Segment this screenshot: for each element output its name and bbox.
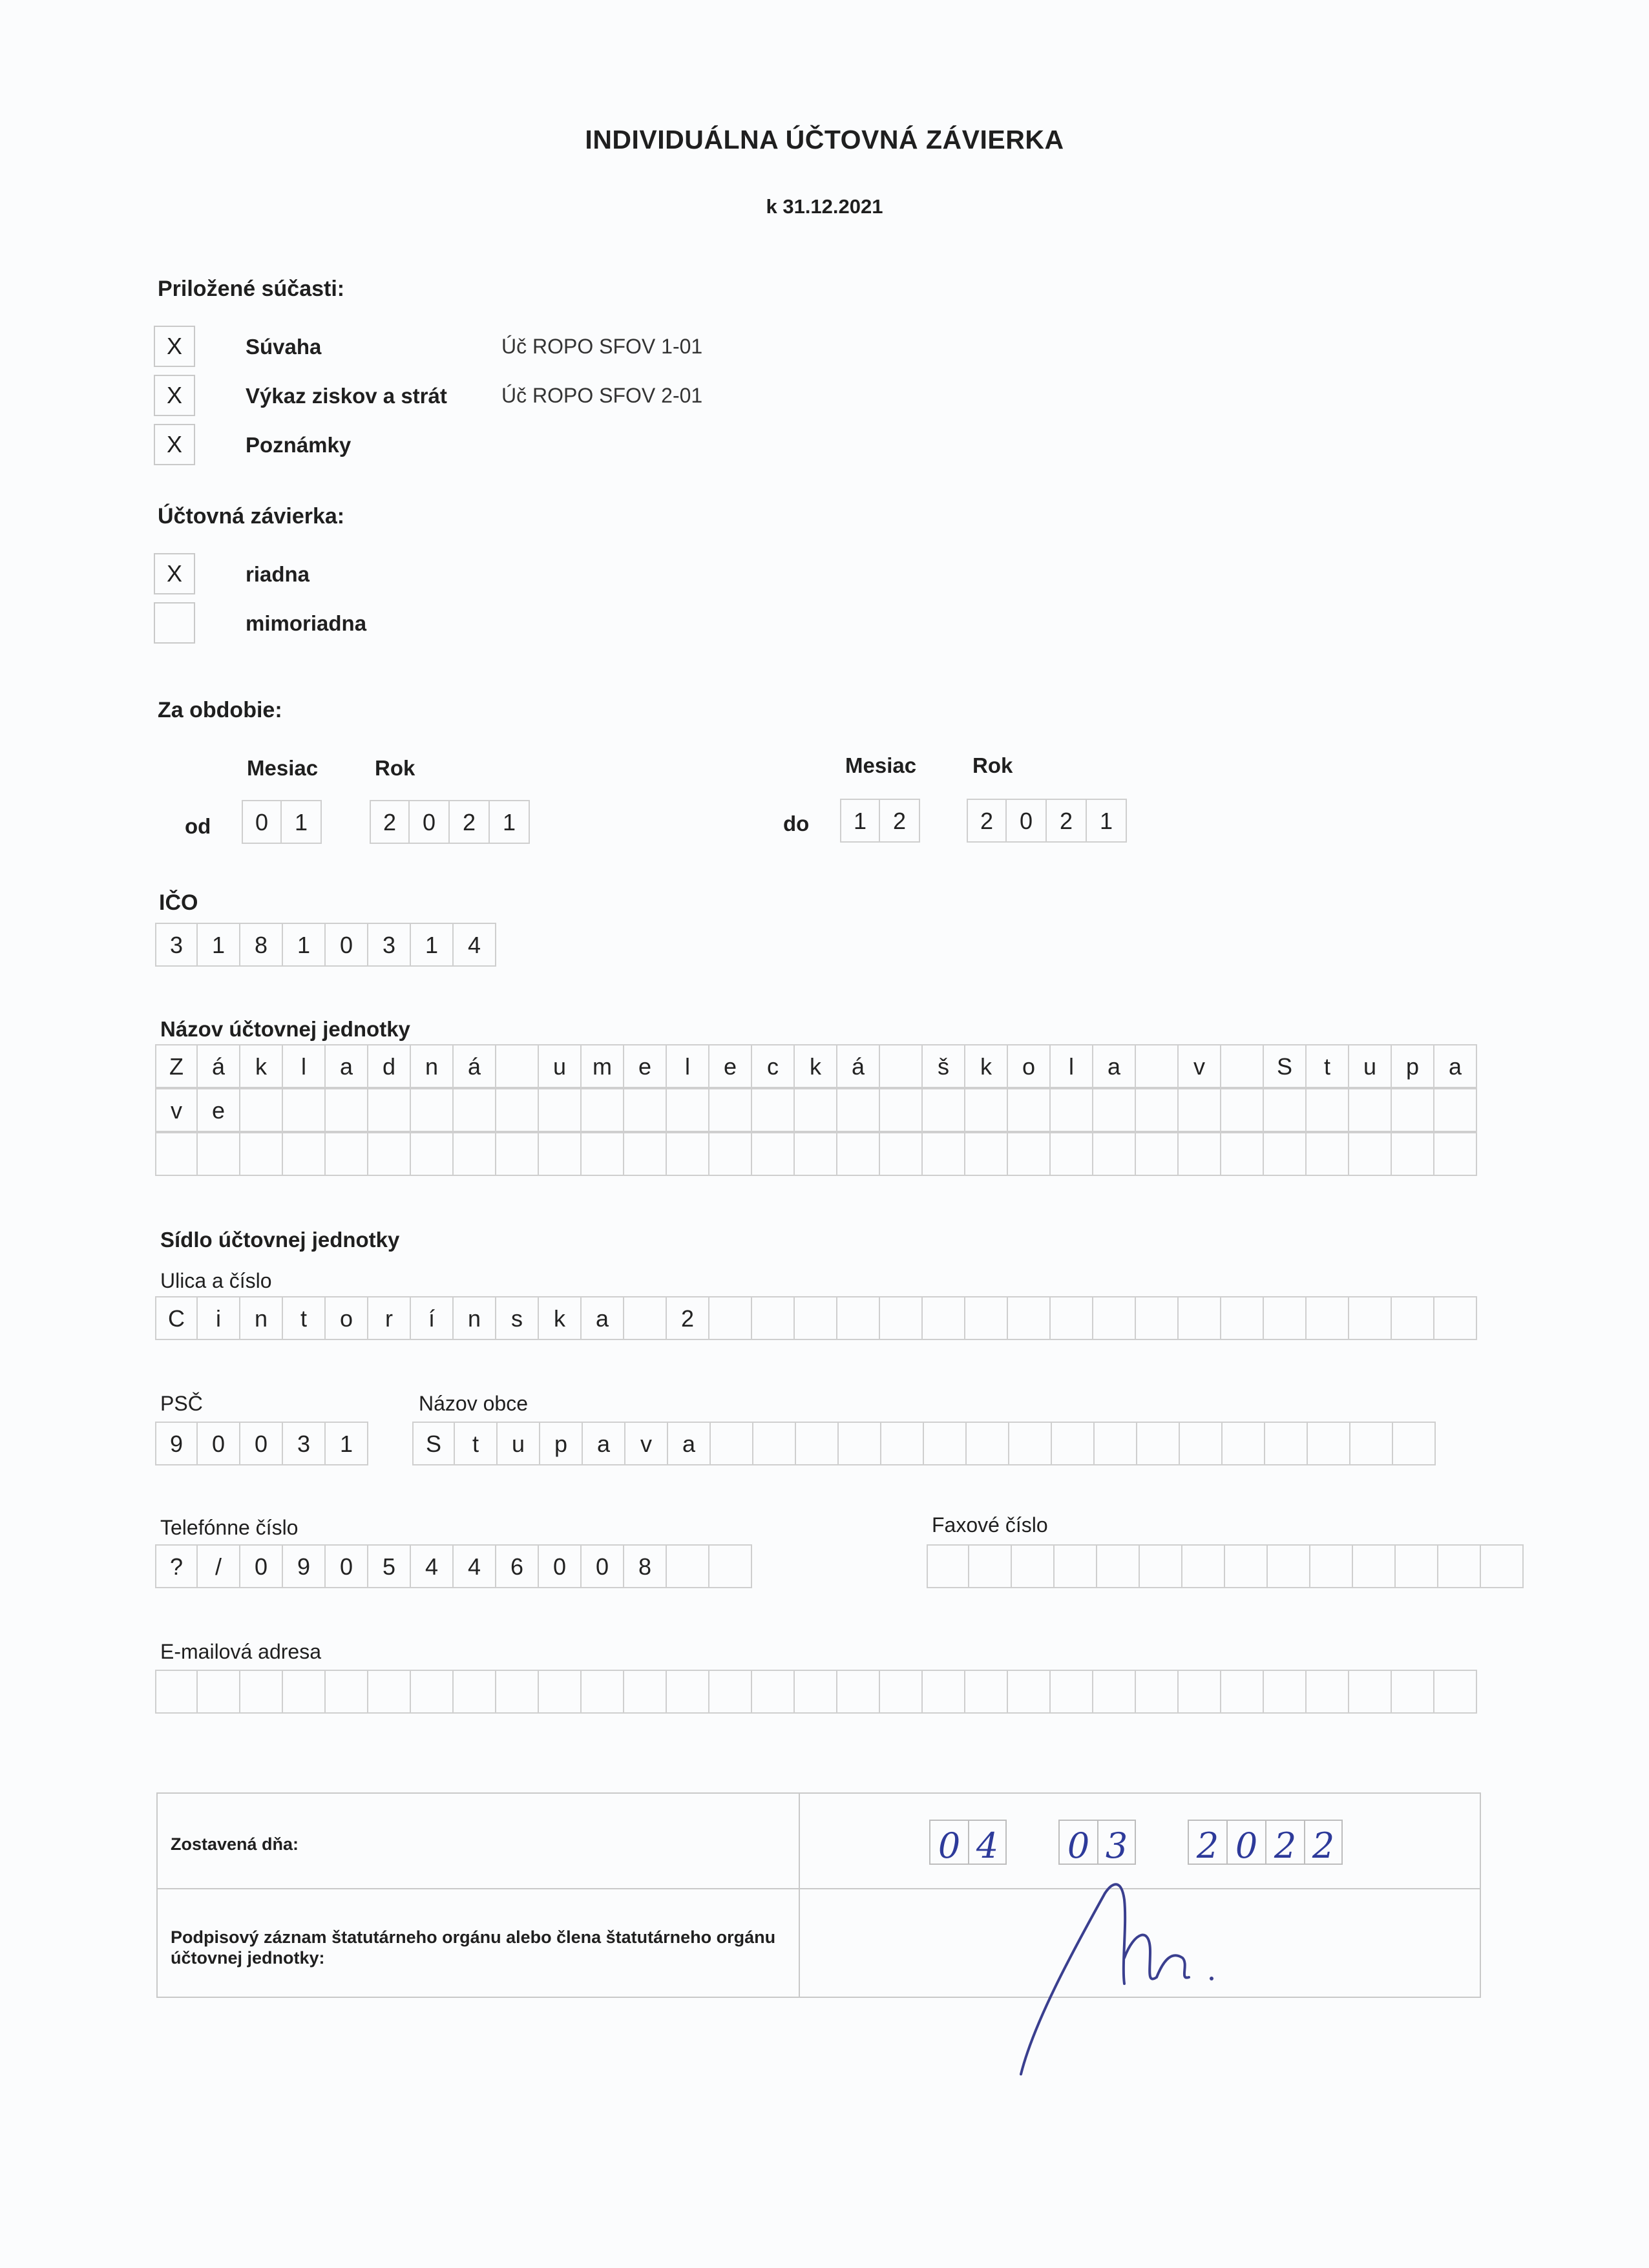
- char-cell: c: [752, 1044, 795, 1088]
- char-cell: [1136, 1132, 1179, 1176]
- compiled-month-field[interactable]: [1058, 1820, 1136, 1865]
- char-cell: [1221, 1044, 1264, 1088]
- char-cell: [752, 1670, 795, 1714]
- to-label: do: [783, 812, 810, 835]
- char-cell: [1438, 1544, 1481, 1588]
- char-cell: 0: [410, 800, 450, 844]
- char-cell: [1051, 1132, 1093, 1176]
- char-cell: [709, 1132, 752, 1176]
- char-cell: [1349, 1670, 1392, 1714]
- char-cell: 1: [283, 923, 326, 967]
- char-cell: [496, 1044, 539, 1088]
- char-cell: 0: [240, 1422, 283, 1465]
- char-cell: [1264, 1132, 1307, 1176]
- char-cell: o: [326, 1296, 368, 1340]
- char-cell: 8: [624, 1544, 667, 1588]
- char-cell: l: [1051, 1044, 1093, 1088]
- compiled-day-field[interactable]: [929, 1820, 1007, 1865]
- char-cell: [837, 1088, 880, 1132]
- char-cell: [795, 1670, 837, 1714]
- char-cell: k: [795, 1044, 837, 1088]
- char-cell: [753, 1422, 796, 1465]
- char-cell: 0: [582, 1544, 624, 1588]
- char-cell: 1: [326, 1422, 368, 1465]
- psc-label: PSČ: [160, 1392, 203, 1415]
- char-cell: k: [240, 1044, 283, 1088]
- char-cell: a: [583, 1422, 625, 1465]
- char-cell: [709, 1544, 752, 1588]
- char-cell: 3: [155, 923, 198, 967]
- char-cell: [368, 1670, 411, 1714]
- char-cell: [1225, 1544, 1268, 1588]
- char-cell: p: [540, 1422, 583, 1465]
- sign-label: Podpisový záznam štatutárneho orgánu alebo člena štatutárneho orgánu účtovnej jednotky:: [171, 1927, 776, 1968]
- char-cell: [1095, 1422, 1137, 1465]
- char-cell: [965, 1296, 1008, 1340]
- from-year-label: Rok: [375, 756, 415, 780]
- char-cell: S: [412, 1422, 455, 1465]
- char-cell: 0: [326, 923, 368, 967]
- checkbox-mimoriadna[interactable]: [154, 602, 195, 644]
- char-cell: 0: [240, 1544, 283, 1588]
- char-cell: [624, 1088, 667, 1132]
- char-cell: [1434, 1296, 1477, 1340]
- char-cell: š: [923, 1044, 965, 1088]
- char-cell: [1392, 1670, 1434, 1714]
- char-cell: [709, 1088, 752, 1132]
- char-cell: 0: [242, 800, 282, 844]
- period-heading: Za obdobie:: [158, 698, 282, 722]
- char-cell: [1179, 1088, 1221, 1132]
- label-vykaz: Výkaz ziskov a strát: [246, 384, 447, 408]
- label-mimoriadna: mimoriadna: [246, 611, 367, 635]
- char-cell: [1009, 1422, 1052, 1465]
- psc-field[interactable]: [155, 1422, 368, 1465]
- char-cell: [1353, 1544, 1396, 1588]
- char-cell: [454, 1132, 496, 1176]
- char-cell: [1307, 1296, 1349, 1340]
- char-cell: [1221, 1670, 1264, 1714]
- char-cell: [1179, 1132, 1221, 1176]
- char-cell: 1: [411, 923, 454, 967]
- fax-field[interactable]: [927, 1544, 1524, 1588]
- char-cell: [1221, 1132, 1264, 1176]
- char-cell: [1264, 1670, 1307, 1714]
- char-cell: n: [411, 1044, 454, 1088]
- char-cell: a: [582, 1296, 624, 1340]
- handwritten-digit: 2: [1188, 1820, 1226, 1865]
- char-cell: [1307, 1088, 1349, 1132]
- char-cell: [1434, 1132, 1477, 1176]
- char-cell: [1055, 1544, 1097, 1588]
- char-cell: [582, 1088, 624, 1132]
- char-cell: á: [837, 1044, 880, 1088]
- street-label: Ulica a číslo: [160, 1269, 272, 1292]
- char-cell: 0: [326, 1544, 368, 1588]
- char-cell: [155, 1670, 198, 1714]
- char-cell: [1268, 1544, 1310, 1588]
- char-cell: d: [368, 1044, 411, 1088]
- char-cell: [1051, 1296, 1093, 1340]
- char-cell: v: [1179, 1044, 1221, 1088]
- checkbox-vykaz[interactable]: X: [154, 375, 195, 416]
- char-cell: 2: [450, 800, 490, 844]
- char-cell: [1307, 1132, 1349, 1176]
- char-cell: o: [1008, 1044, 1051, 1088]
- code-suvaha: Úč ROPO SFOV 1-01: [501, 335, 703, 358]
- char-cell: n: [240, 1296, 283, 1340]
- char-cell: k: [965, 1044, 1008, 1088]
- char-cell: [454, 1088, 496, 1132]
- char-cell: [1350, 1422, 1393, 1465]
- handwritten-digit: 0: [929, 1820, 968, 1865]
- char-cell: 0: [198, 1422, 240, 1465]
- compiled-year-field[interactable]: [1188, 1820, 1343, 1865]
- char-cell: [1481, 1544, 1524, 1588]
- checkbox-poznamky[interactable]: X: [154, 424, 195, 465]
- char-cell: [1223, 1422, 1265, 1465]
- char-cell: [326, 1132, 368, 1176]
- char-cell: [1434, 1088, 1477, 1132]
- char-cell: e: [198, 1088, 240, 1132]
- char-cell: [283, 1132, 326, 1176]
- char-cell: [1012, 1544, 1055, 1588]
- char-cell: [965, 1132, 1008, 1176]
- attached-heading: Priložené súčasti:: [158, 277, 345, 301]
- char-cell: [326, 1088, 368, 1132]
- char-cell: p: [1392, 1044, 1434, 1088]
- char-cell: [1051, 1088, 1093, 1132]
- char-cell: e: [624, 1044, 667, 1088]
- char-cell: a: [326, 1044, 368, 1088]
- char-cell: t: [283, 1296, 326, 1340]
- char-cell: i: [198, 1296, 240, 1340]
- char-cell: [711, 1422, 753, 1465]
- handwritten-digit: 4: [968, 1820, 1007, 1865]
- char-cell: [1180, 1422, 1223, 1465]
- char-cell: [1392, 1088, 1434, 1132]
- char-cell: [880, 1044, 923, 1088]
- city-label: Názov obce: [419, 1392, 528, 1415]
- document-title: INDIVIDUÁLNA ÚČTOVNÁ ZÁVIERKA: [585, 125, 1064, 154]
- phone-label: Telefónne číslo: [160, 1516, 299, 1539]
- char-cell: [1097, 1544, 1140, 1588]
- char-cell: [923, 1296, 965, 1340]
- char-cell: [240, 1670, 283, 1714]
- handwritten-digit: 0: [1058, 1820, 1097, 1865]
- char-cell: [1008, 1088, 1051, 1132]
- handwritten-signature: [995, 1861, 1292, 2081]
- char-cell: [496, 1132, 539, 1176]
- char-cell: s: [496, 1296, 539, 1340]
- compiled-label: Zostavená dňa:: [171, 1834, 299, 1854]
- handwritten-digit: 2: [1304, 1820, 1343, 1865]
- phone-field[interactable]: [155, 1544, 752, 1588]
- char-cell: [368, 1088, 411, 1132]
- char-cell: [837, 1296, 880, 1340]
- char-cell: [1264, 1296, 1307, 1340]
- char-cell: [1392, 1132, 1434, 1176]
- char-cell: á: [454, 1044, 496, 1088]
- char-cell: u: [498, 1422, 540, 1465]
- char-cell: a: [1093, 1044, 1136, 1088]
- char-cell: [923, 1670, 965, 1714]
- char-cell: C: [155, 1296, 198, 1340]
- char-cell: [837, 1132, 880, 1176]
- email-label: E-mailová adresa: [160, 1640, 321, 1663]
- char-cell: [667, 1132, 709, 1176]
- char-cell: [752, 1132, 795, 1176]
- entity-name-row: [155, 1132, 1477, 1176]
- char-cell: [1051, 1670, 1093, 1714]
- char-cell: [923, 1088, 965, 1132]
- char-cell: [582, 1670, 624, 1714]
- char-cell: [198, 1132, 240, 1176]
- char-cell: [965, 1670, 1008, 1714]
- street-field[interactable]: [155, 1296, 1477, 1340]
- char-cell: r: [368, 1296, 411, 1340]
- char-cell: [1307, 1670, 1349, 1714]
- char-cell: [924, 1422, 967, 1465]
- char-cell: [1349, 1296, 1392, 1340]
- char-cell: [496, 1670, 539, 1714]
- char-cell: v: [155, 1088, 198, 1132]
- char-cell: [1221, 1296, 1264, 1340]
- char-cell: [1179, 1670, 1221, 1714]
- char-cell: [240, 1088, 283, 1132]
- code-vykaz: Úč ROPO SFOV 2-01: [501, 384, 703, 407]
- char-cell: [667, 1088, 709, 1132]
- to-month-label: Mesiac: [845, 753, 917, 777]
- email-field[interactable]: [155, 1670, 1477, 1714]
- closure-heading: Účtovná závierka:: [158, 504, 345, 529]
- char-cell: [923, 1132, 965, 1176]
- char-cell: 9: [283, 1544, 326, 1588]
- char-cell: [796, 1422, 839, 1465]
- char-cell: [1221, 1088, 1264, 1132]
- char-cell: [411, 1132, 454, 1176]
- label-riadna: riadna: [246, 562, 310, 586]
- handwritten-digit: 2: [1265, 1820, 1304, 1865]
- char-cell: [667, 1670, 709, 1714]
- char-cell: 4: [454, 923, 496, 967]
- char-cell: e: [709, 1044, 752, 1088]
- to-year-field[interactable]: [967, 799, 1127, 843]
- char-cell: t: [1307, 1044, 1349, 1088]
- char-cell: /: [198, 1544, 240, 1588]
- entity-name-label: Názov účtovnej jednotky: [160, 1017, 410, 1041]
- char-cell: [1136, 1044, 1179, 1088]
- char-cell: [1308, 1422, 1350, 1465]
- char-cell: 8: [240, 923, 283, 967]
- char-cell: k: [539, 1296, 582, 1340]
- char-cell: [1052, 1422, 1095, 1465]
- char-cell: [1182, 1544, 1225, 1588]
- char-cell: [198, 1670, 240, 1714]
- char-cell: [624, 1132, 667, 1176]
- char-cell: [709, 1296, 752, 1340]
- char-cell: [368, 1132, 411, 1176]
- char-cell: [1392, 1296, 1434, 1340]
- char-cell: 0: [539, 1544, 582, 1588]
- char-cell: [1093, 1296, 1136, 1340]
- char-cell: [1136, 1088, 1179, 1132]
- from-label: od: [185, 814, 211, 838]
- char-cell: [880, 1296, 923, 1340]
- char-cell: [1349, 1088, 1392, 1132]
- char-cell: [752, 1088, 795, 1132]
- char-cell: [283, 1088, 326, 1132]
- char-cell: 3: [283, 1422, 326, 1465]
- label-suvaha: Súvaha: [246, 335, 322, 359]
- char-cell: u: [1349, 1044, 1392, 1088]
- char-cell: 2: [1047, 799, 1087, 843]
- char-cell: Z: [155, 1044, 198, 1088]
- char-cell: [155, 1132, 198, 1176]
- char-cell: [1008, 1670, 1051, 1714]
- char-cell: [1137, 1422, 1180, 1465]
- char-cell: [1093, 1670, 1136, 1714]
- handwritten-digit: 0: [1226, 1820, 1265, 1865]
- char-cell: 1: [198, 923, 240, 967]
- char-cell: l: [667, 1044, 709, 1088]
- char-cell: [454, 1670, 496, 1714]
- char-cell: t: [455, 1422, 498, 1465]
- char-cell: [837, 1670, 880, 1714]
- char-cell: 4: [454, 1544, 496, 1588]
- handwritten-digit: 3: [1097, 1820, 1136, 1865]
- char-cell: 2: [370, 800, 410, 844]
- char-cell: [582, 1132, 624, 1176]
- checkbox-suvaha[interactable]: X: [154, 326, 195, 367]
- char-cell: 0: [1007, 799, 1047, 843]
- document-date: k 31.12.2021: [766, 195, 883, 218]
- char-cell: 2: [967, 799, 1007, 843]
- char-cell: 1: [840, 799, 880, 843]
- from-year-field[interactable]: [370, 800, 530, 844]
- char-cell: [539, 1132, 582, 1176]
- char-cell: 1: [282, 800, 322, 844]
- char-cell: [624, 1670, 667, 1714]
- char-cell: a: [1434, 1044, 1477, 1088]
- char-cell: [881, 1422, 924, 1465]
- char-cell: [1140, 1544, 1182, 1588]
- from-month-field[interactable]: [242, 800, 322, 844]
- char-cell: [1008, 1296, 1051, 1340]
- char-cell: [496, 1088, 539, 1132]
- char-cell: [1136, 1670, 1179, 1714]
- char-cell: [927, 1544, 969, 1588]
- char-cell: [539, 1670, 582, 1714]
- from-month-label: Mesiac: [247, 756, 319, 780]
- char-cell: v: [625, 1422, 668, 1465]
- char-cell: u: [539, 1044, 582, 1088]
- char-cell: n: [454, 1296, 496, 1340]
- char-cell: [880, 1670, 923, 1714]
- ico-label: IČO: [159, 890, 198, 915]
- char-cell: 5: [368, 1544, 411, 1588]
- char-cell: 4: [411, 1544, 454, 1588]
- char-cell: á: [198, 1044, 240, 1088]
- char-cell: [624, 1296, 667, 1340]
- char-cell: [1008, 1132, 1051, 1176]
- char-cell: [1093, 1088, 1136, 1132]
- char-cell: 3: [368, 923, 411, 967]
- char-cell: [1179, 1296, 1221, 1340]
- char-cell: [1349, 1132, 1392, 1176]
- char-cell: [795, 1088, 837, 1132]
- char-cell: [1396, 1544, 1438, 1588]
- char-cell: [880, 1132, 923, 1176]
- char-cell: [1136, 1296, 1179, 1340]
- char-cell: [1434, 1670, 1477, 1714]
- char-cell: [411, 1088, 454, 1132]
- label-poznamky: Poznámky: [246, 433, 352, 457]
- char-cell: [1093, 1132, 1136, 1176]
- char-cell: [1264, 1088, 1307, 1132]
- entity-name-row: [155, 1044, 1477, 1088]
- char-cell: 9: [155, 1422, 198, 1465]
- char-cell: 1: [1087, 799, 1127, 843]
- char-cell: l: [283, 1044, 326, 1088]
- char-cell: S: [1264, 1044, 1307, 1088]
- char-cell: 2: [667, 1296, 709, 1340]
- char-cell: [1265, 1422, 1308, 1465]
- char-cell: 6: [496, 1544, 539, 1588]
- char-cell: ?: [155, 1544, 198, 1588]
- char-cell: [1310, 1544, 1353, 1588]
- char-cell: [795, 1296, 837, 1340]
- char-cell: a: [668, 1422, 711, 1465]
- ico-field[interactable]: [155, 923, 496, 967]
- char-cell: 1: [490, 800, 530, 844]
- seat-heading: Sídlo účtovnej jednotky: [160, 1228, 400, 1252]
- char-cell: [326, 1670, 368, 1714]
- char-cell: m: [582, 1044, 624, 1088]
- checkbox-riadna[interactable]: X: [154, 553, 195, 594]
- char-cell: [411, 1670, 454, 1714]
- char-cell: 2: [880, 799, 920, 843]
- to-year-label: Rok: [972, 753, 1013, 777]
- char-cell: [752, 1296, 795, 1340]
- char-cell: [880, 1088, 923, 1132]
- to-month-field[interactable]: [840, 799, 920, 843]
- char-cell: [965, 1088, 1008, 1132]
- char-cell: [667, 1544, 709, 1588]
- char-cell: [709, 1670, 752, 1714]
- char-cell: [967, 1422, 1009, 1465]
- char-cell: [839, 1422, 881, 1465]
- char-cell: [539, 1088, 582, 1132]
- char-cell: í: [411, 1296, 454, 1340]
- char-cell: [240, 1132, 283, 1176]
- entity-name-field[interactable]: [155, 1044, 1477, 1176]
- char-cell: [969, 1544, 1012, 1588]
- city-field[interactable]: [412, 1422, 1436, 1465]
- char-cell: [283, 1670, 326, 1714]
- entity-name-row: [155, 1088, 1477, 1132]
- table-divider-vertical: [799, 1794, 800, 1997]
- char-cell: [1393, 1422, 1436, 1465]
- char-cell: [795, 1132, 837, 1176]
- fax-label: Faxové číslo: [932, 1513, 1048, 1537]
